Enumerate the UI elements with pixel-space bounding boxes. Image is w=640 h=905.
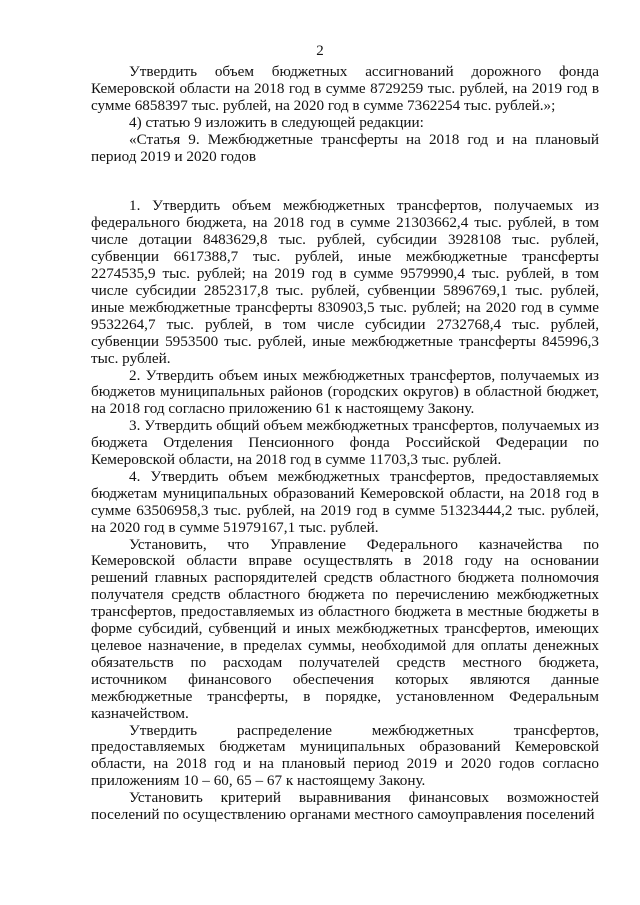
paragraph-item-2: 2. Утвердить объем иных межбюджетных трансфертов, получаемых из бюджетов муниципальных районов (городских округов) в областной бюджет, на 2018 год согласно приложению 61 к настоящему Закону. (91, 366, 599, 418)
paragraph-treasury: Установить, что Управление Федерального казначейства по Кемеровской области вправе осуществлять в 2018 году на основании решений главных распорядителей средств областного бюджета полномочия получателя средств областного бюджета по перечислению межбюджетных трансфертов, предоставляемых из областного бюджета в местные бюджеты в форме субсидий, субвенций и иных межбюджетных трансфертов, имеющих целевое назначение, в пределах суммы, необходимой для оплаты денежных обязательств по расходам получателей средств местного бюджета, источником финансового обеспечения которых являются данные межбюджетные трансферты, в порядке, установленном Федеральным казначейством. (91, 535, 599, 722)
paragraph-criterion: Установить критерий выравнивания финансовых возможностей поселений по осуществлению органами местного самоуправления поселений (91, 789, 599, 824)
paragraph-item-1: 1. Утвердить объем межбюджетных трансфертов, получаемых из федерального бюджета, на 2018 год в сумме 21303662,4 тыс. рублей, в том числе дотации 8483629,8 тыс. рублей, субсидии 3928108 тыс. рублей, субвенции 6617388,7 тыс. рублей, иные межбюджетные трансферты 2274535,9 тыс. рублей; на 2019 год в сумме 9579990,4 тыс. рублей, в том числе субсидии 2852317,8 тыс. рублей, субвенции 5896769,1 тыс. рублей, иные межбюджетные трансферты 830903,5 тыс. рублей; на 2020 год в сумме 9532264,7 тыс. рублей, в том числе субсидии 2732768,4 тыс. рублей, субвенции 5953500 тыс. рублей, иные межбюджетные трансферты 845996,3 тыс. рублей. (91, 197, 599, 367)
article-9-heading: «Статья 9. Межбюджетные трансферты на 2018 год и на плановый период 2019 и 2020 годов (91, 130, 599, 165)
paragraph-item-4: 4. Утвердить объем межбюджетных трансфертов, предоставляемых бюджетам муниципальных образований Кемеровской области, на 2018 год в сумме 63506958,3 тыс. рублей, на 2019 год в сумме 51323444,2 тыс. рублей, на 2020 год в сумме 51979167,1 тыс. рублей. (91, 467, 599, 536)
page-number: 2 (316, 43, 324, 59)
paragraph-item-3: 3. Утвердить общий объем межбюджетных трансфертов, получаемых из бюджета Отделения Пенсионного фонда Российской Федерации по Кемеровской области, на 2018 год в сумме 11703,3 тыс. рублей. (91, 417, 599, 469)
document-body (91, 64, 599, 824)
paragraph-article9-amendment: 4) статью 9 изложить в следующей редакции: (129, 113, 424, 131)
paragraph-road-fund: Утвердить объем бюджетных ассигнований дорожного фонда Кемеровской области на 2018 год в сумме 8729259 тыс. рублей, на 2019 год в сумме 6858397 тыс. рублей, на 2020 год в сумме 7362254 тыс. рублей.»; (91, 63, 599, 114)
paragraph-distribution: Утвердить распределение межбюджетных трансфертов, предоставляемых бюджетам муниципальных образований Кемеровской области, на 2018 год и на плановый период 2019 и 2020 годов согласно приложениям 10 – 60, 65 – 67 к настоящему Закону. (91, 721, 599, 790)
